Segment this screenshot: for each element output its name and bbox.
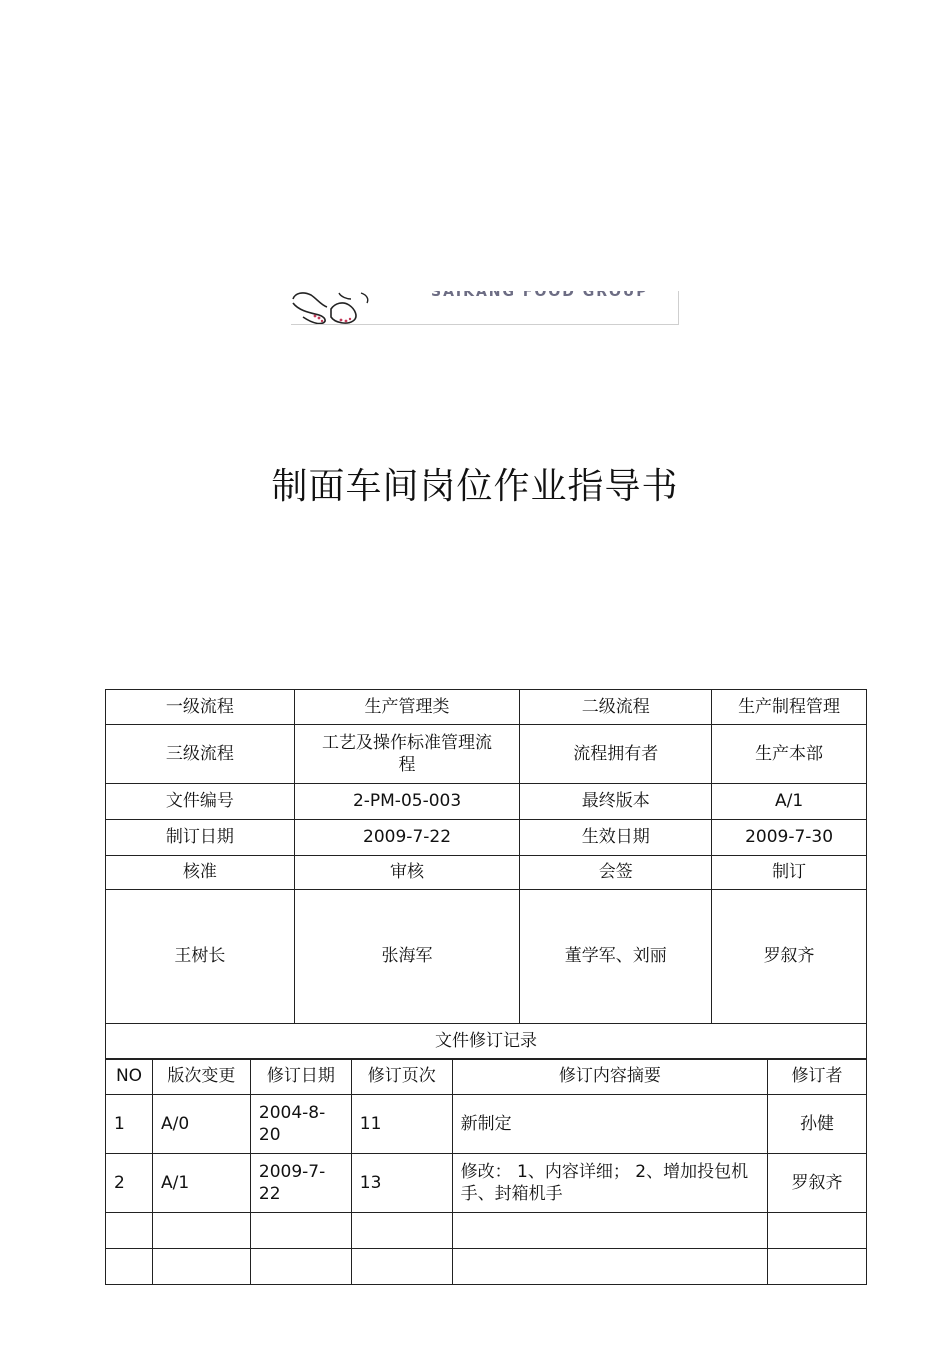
- cell-label: 二级流程: [520, 690, 712, 725]
- cell-value: A/1: [712, 784, 867, 820]
- cell-value: 张海军: [294, 890, 520, 1024]
- revision-pages: 13: [351, 1154, 452, 1213]
- cell-value: 2-PM-05-003: [294, 784, 520, 820]
- info-row-doc-number: [106, 784, 867, 820]
- cell-label: 最终版本: [520, 784, 712, 820]
- revision-date: 2009-7-22: [250, 1154, 351, 1213]
- cell-value: 生产管理类: [294, 690, 520, 725]
- info-row-dates: [106, 820, 867, 856]
- revision-version: A/0: [152, 1095, 250, 1154]
- revision-version: [152, 1249, 250, 1285]
- revision-no: 1: [106, 1095, 153, 1154]
- revision-date: [250, 1213, 351, 1249]
- cell-label: 核准: [106, 856, 295, 890]
- revision-author: 罗叙齐: [768, 1154, 867, 1213]
- revision-table: [105, 1058, 867, 1285]
- revision-author: [768, 1213, 867, 1249]
- revision-header-row: [106, 1059, 867, 1095]
- document-title: 制面车间岗位作业指导书: [271, 466, 679, 507]
- cell-label: 文件编号: [106, 784, 295, 820]
- cell-label: 一级流程: [106, 690, 295, 725]
- cell-label: 生效日期: [520, 820, 712, 856]
- cell-value: 2009-7-30: [712, 820, 867, 856]
- revision-summary: [452, 1249, 767, 1285]
- logo-wordmark: [431, 284, 671, 298]
- cell-value: 2009-7-22: [294, 820, 520, 856]
- table-row: [106, 1249, 867, 1285]
- revision-pages: [351, 1249, 452, 1285]
- revision-no: [106, 1249, 153, 1285]
- cell-value: 生产制程管理: [712, 690, 867, 725]
- revision-date: 2004-8-20: [250, 1095, 351, 1154]
- column-header: 修订日期: [250, 1059, 351, 1095]
- company-logo: [291, 284, 679, 325]
- cartoon-feet-icon: [291, 291, 411, 325]
- cell-value: 工艺及操作标准管理流程: [294, 725, 520, 784]
- cell-label: 会签: [520, 856, 712, 890]
- revision-summary: 新制定: [452, 1095, 767, 1154]
- info-row-approval-headers: [106, 856, 867, 890]
- revision-date: [250, 1249, 351, 1285]
- cell-label: 流程拥有者: [520, 725, 712, 784]
- column-header: NO: [106, 1059, 153, 1095]
- revision-no: 2: [106, 1154, 153, 1213]
- revision-summary: [452, 1213, 767, 1249]
- info-row-approvers: [106, 890, 867, 1024]
- info-row-level1: [106, 690, 867, 725]
- column-header: 修订页次: [351, 1059, 452, 1095]
- table-row: [106, 1213, 867, 1249]
- revision-version: A/1: [152, 1154, 250, 1213]
- revision-author: [768, 1249, 867, 1285]
- revision-heading-row: [106, 1024, 867, 1060]
- svg-text:SAIKANG FOOD GROUP: SAIKANG FOOD GROUP: [431, 284, 649, 298]
- column-header: 修订内容摘要: [452, 1059, 767, 1095]
- revision-pages: [351, 1213, 452, 1249]
- cell-value: 王树长: [106, 890, 295, 1024]
- revision-no: [106, 1213, 153, 1249]
- table-row: [106, 1154, 867, 1213]
- revision-record-heading: 文件修订记录: [106, 1024, 867, 1060]
- cell-value: 生产本部: [712, 725, 867, 784]
- cell-label: 制订日期: [106, 820, 295, 856]
- revision-pages: 11: [351, 1095, 452, 1154]
- column-header: 版次变更: [152, 1059, 250, 1095]
- revision-author: 孙健: [768, 1095, 867, 1154]
- cell-label: 制订: [712, 856, 867, 890]
- column-header: 修订者: [768, 1059, 867, 1095]
- revision-version: [152, 1213, 250, 1249]
- cell-label: 审核: [294, 856, 520, 890]
- document-info-table: [105, 689, 867, 1060]
- cell-value: 罗叙齐: [712, 890, 867, 1024]
- info-row-level3: [106, 725, 867, 784]
- cell-value: 董学军、刘丽: [520, 890, 712, 1024]
- table-row: [106, 1095, 867, 1154]
- revision-summary: 修改： 1、内容详细； 2、增加投包机手、封箱机手: [452, 1154, 767, 1213]
- cell-label: 三级流程: [106, 725, 295, 784]
